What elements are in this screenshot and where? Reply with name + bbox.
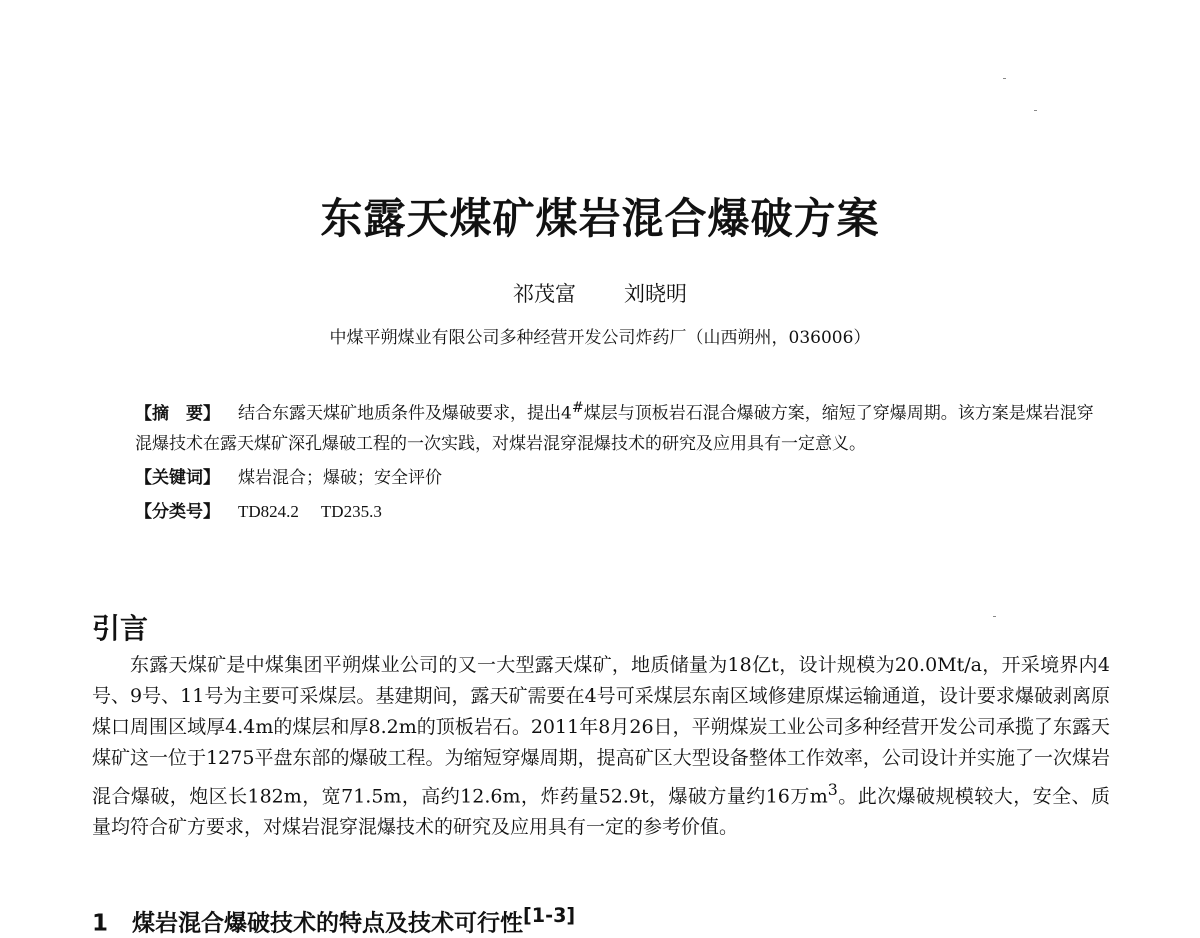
abstract-text: 煤层与顶板岩石混合爆破方案，缩短了穿爆周期。该方案是煤岩混穿混爆技术在露天煤矿深孔爆破工程的一次实践，对煤岩混穿混爆技术的研究及应用具有一定意义。: [135, 403, 1094, 454]
author-affiliation: 中煤平朔煤业有限公司多种经营开发公司炸药厂（山西朔州，036006）: [329, 328, 871, 348]
section-number: 1: [92, 910, 109, 937]
keywords-text: 煤岩混合；爆破；安全评价: [238, 467, 442, 488]
abstract: [135, 393, 1095, 459]
classification-code: TD235.3: [320, 501, 382, 521]
intro-superscript: 3: [827, 780, 838, 799]
section-heading: 引言: [92, 612, 149, 645]
intro-paragraph: [92, 650, 1110, 843]
paper-title: 东露天煤矿煤岩混合爆破方案: [320, 194, 880, 243]
abstract-text: 结合东露天煤矿地质条件及爆破要求，提出4: [238, 403, 572, 424]
scan-speck: [1003, 78, 1006, 79]
section-heading-next: [92, 904, 575, 938]
scan-speck: [1034, 110, 1037, 111]
scan-speck: [993, 616, 996, 617]
abstract-superscript: #: [571, 400, 584, 416]
keywords: [135, 463, 1095, 493]
front-matter: [135, 393, 1095, 527]
intro-text: 。此次爆破规模较大，安全、质量均符合矿方要求，对煤岩混穿混爆技术的研究及应用具有一定的参考价值。: [92, 785, 1110, 839]
author-name: 祁茂富: [513, 282, 576, 306]
section-reference: [1-3]: [523, 904, 576, 927]
keywords-label: 【关键词】: [135, 467, 220, 488]
classification-code: TD824.2: [238, 501, 299, 521]
abstract-label: 【摘 要】: [135, 403, 220, 424]
classification-label: 【分类号】: [135, 501, 220, 522]
author-list: [0, 278, 1200, 308]
intro-text: 东露天煤矿是中煤集团平朔煤业公司的又一大型露天煤矿，地质储量为18亿t，设计规模为20.0Mt/a，开采境界内4号、9号、11号为主要可采煤层。基建期间，露天矿需要在4号可采煤层东南区域修建原煤运输通道，设计要求爆破剥离原煤口周围区域厚4.4m的煤层和厚8.2m的顶板岩石。2011年8月26日，平朔煤炭工业公司多种经营开发公司承揽了东露天煤矿这一位于1275平盘东部的爆破工程。为缩短穿爆周期，提高矿区大型设备整体工作效率，公司设计并实施了一次煤岩混合爆破，炮区长182m，宽71.5m，高约12.6m，炸药量52.9t，爆破方量约16万m: [92, 654, 1110, 808]
author-name: 刘晓明: [624, 282, 687, 306]
section-title: 煤岩混合爆破技术的特点及技术可行性: [132, 910, 524, 937]
classification: [135, 497, 1095, 527]
